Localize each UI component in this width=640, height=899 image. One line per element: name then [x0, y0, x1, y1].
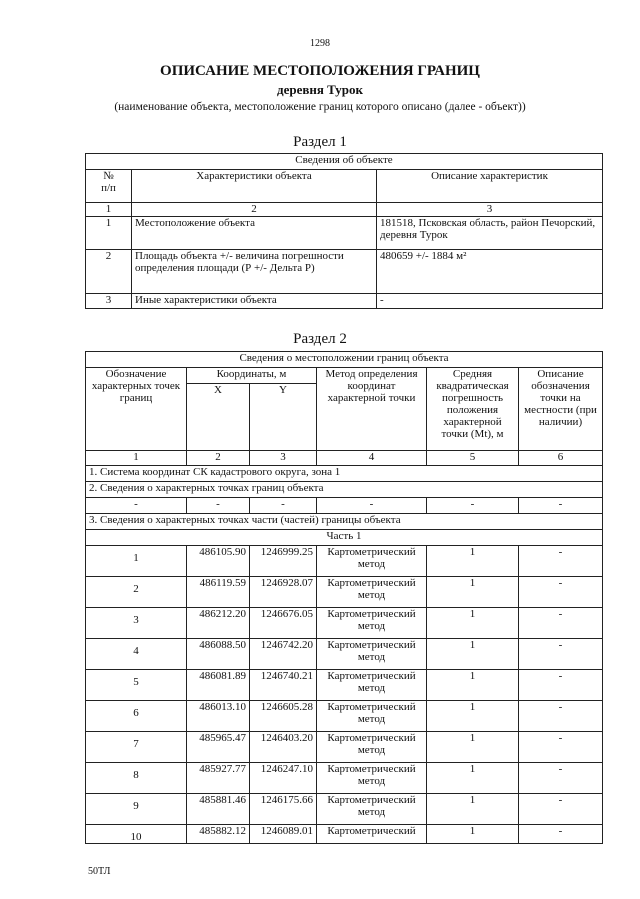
point-description: - [519, 608, 603, 639]
col-number: 3 [250, 451, 317, 466]
point-row [86, 825, 603, 844]
header-point: Обозначение характерных точек границ [86, 368, 187, 451]
point-method: Картометрический метод [317, 794, 427, 825]
point-accuracy: 1 [427, 701, 519, 732]
point-number: 3 [86, 608, 187, 639]
col-number: 2 [132, 203, 377, 217]
section2-caption: Сведения о местоположении границ объекта [86, 352, 603, 368]
point-accuracy: 1 [427, 577, 519, 608]
point-method: Картометрический метод [317, 670, 427, 701]
point-row [86, 670, 603, 701]
coordinate-y: 1246605.28 [250, 701, 317, 732]
characteristic-value: - [377, 294, 603, 309]
section1-title: Раздел 1 [293, 134, 347, 150]
object-note: (наименование объекта, местоположение границ которого описано (далее - объект)) [114, 101, 526, 113]
coordinate-y: 1246676.05 [250, 608, 317, 639]
point-number: 5 [86, 670, 187, 701]
point-method: Картометрический метод [317, 546, 427, 577]
coordinate-x: 485882.12 [187, 825, 250, 844]
empty-cell: - [317, 498, 427, 514]
coordinate-x: 486081.89 [187, 670, 250, 701]
point-number: 1 [86, 546, 187, 577]
table-row [86, 294, 603, 309]
header-number: № п/п [86, 170, 132, 203]
point-number: 10 [86, 825, 187, 844]
point-row [86, 546, 603, 577]
point-description: - [519, 546, 603, 577]
object-name: деревня Турок [277, 82, 363, 97]
coordinate-y: 1246999.25 [250, 546, 317, 577]
col-number: 6 [519, 451, 603, 466]
point-method: Картометрический метод [317, 608, 427, 639]
point-accuracy: 1 [427, 732, 519, 763]
header-point-description: Описание обозначения точки на местности (при наличии) [519, 368, 603, 451]
col-number: 5 [427, 451, 519, 466]
page-number: 1298 [310, 38, 330, 49]
coordinate-y: 1246928.07 [250, 577, 317, 608]
col-number: 3 [377, 203, 603, 217]
point-method: Картометрический метод [317, 763, 427, 794]
point-number: 4 [86, 639, 187, 670]
point-description: - [519, 825, 603, 844]
point-row [86, 763, 603, 794]
point-number: 2 [86, 577, 187, 608]
coordinate-y: 1246247.10 [250, 763, 317, 794]
coordinate-y: 1246403.20 [250, 732, 317, 763]
point-number: 8 [86, 763, 187, 794]
point-row [86, 794, 603, 825]
footer-code: 50ТЛ [88, 866, 111, 877]
characteristic-value: 181518, Псковская область, район Печорский, деревня Турок [377, 217, 603, 250]
point-number: 6 [86, 701, 187, 732]
point-accuracy: 1 [427, 794, 519, 825]
table-row [86, 250, 603, 294]
point-description: - [519, 670, 603, 701]
point-description: - [519, 639, 603, 670]
row-number: 2 [86, 250, 132, 294]
characteristic-name: Местоположение объекта [132, 217, 377, 250]
point-method: Картометрический [317, 825, 427, 844]
empty-cell: - [519, 498, 603, 514]
document-title: ОПИСАНИЕ МЕСТОПОЛОЖЕНИЯ ГРАНИЦ [160, 63, 480, 79]
coordinate-y: 1246740.21 [250, 670, 317, 701]
section1-table [85, 153, 603, 309]
point-description: - [519, 701, 603, 732]
part-label: Часть 1 [86, 530, 603, 546]
header-method: Метод определения координат характерной точки [317, 368, 427, 451]
point-description: - [519, 577, 603, 608]
coordinate-x: 486013.10 [187, 701, 250, 732]
col-number: 2 [187, 451, 250, 466]
point-accuracy: 1 [427, 639, 519, 670]
point-row [86, 577, 603, 608]
point-row [86, 732, 603, 763]
header-y: Y [250, 384, 317, 451]
point-row [86, 701, 603, 732]
coordinate-x: 486088.50 [187, 639, 250, 670]
section2-table [85, 351, 603, 844]
point-description: - [519, 732, 603, 763]
row-number: 1 [86, 217, 132, 250]
point-row [86, 639, 603, 670]
col-number: 1 [86, 203, 132, 217]
point-method: Картометрический метод [317, 577, 427, 608]
table-row [86, 217, 603, 250]
empty-row [86, 498, 603, 514]
coordinate-y: 1246742.20 [250, 639, 317, 670]
point-accuracy: 1 [427, 670, 519, 701]
section2-title: Раздел 2 [293, 331, 347, 347]
coordinate-x: 486105.90 [187, 546, 250, 577]
header-characteristics: Характеристики объекта [132, 170, 377, 203]
empty-cell: - [187, 498, 250, 514]
parts-line: 3. Сведения о характерных точках части (частей) границы объекта [86, 514, 603, 530]
coordinate-y: 1246175.66 [250, 794, 317, 825]
coordinate-x: 486119.59 [187, 577, 250, 608]
point-accuracy: 1 [427, 546, 519, 577]
col-number: 1 [86, 451, 187, 466]
header-coordinates: Координаты, м [187, 368, 317, 384]
point-accuracy: 1 [427, 763, 519, 794]
empty-cell: - [86, 498, 187, 514]
coordinate-x: 486212.20 [187, 608, 250, 639]
point-method: Картометрический метод [317, 732, 427, 763]
section1-caption: Сведения об объекте [86, 154, 603, 170]
point-method: Картометрический метод [317, 639, 427, 670]
coordinate-x: 485965.47 [187, 732, 250, 763]
col-number: 4 [317, 451, 427, 466]
header-description: Описание характеристик [377, 170, 603, 203]
coordinate-x: 485927.77 [187, 763, 250, 794]
header-x: X [187, 384, 250, 451]
point-row [86, 608, 603, 639]
characteristic-name: Иные характеристики объекта [132, 294, 377, 309]
point-number: 9 [86, 794, 187, 825]
header-accuracy: Средняя квадратическая погрешность положения характерной точки (Mt), м [427, 368, 519, 451]
point-description: - [519, 794, 603, 825]
empty-cell: - [250, 498, 317, 514]
point-description: - [519, 763, 603, 794]
point-accuracy: 1 [427, 825, 519, 844]
point-method: Картометрический метод [317, 701, 427, 732]
boundary-points-line: 2. Сведения о характерных точках границ объекта [86, 482, 603, 498]
characteristic-value: 480659 +/- 1884 м² [377, 250, 603, 294]
coordinate-y: 1246089.01 [250, 825, 317, 844]
empty-cell: - [427, 498, 519, 514]
row-number: 3 [86, 294, 132, 309]
point-accuracy: 1 [427, 608, 519, 639]
coordinate-x: 485881.46 [187, 794, 250, 825]
characteristic-name: Площадь объекта +/- величина погрешности определения площади (Р +/- Дельта Р) [132, 250, 377, 294]
coordinate-system-line: 1. Система координат СК кадастрового округа, зона 1 [86, 466, 603, 482]
point-number: 7 [86, 732, 187, 763]
